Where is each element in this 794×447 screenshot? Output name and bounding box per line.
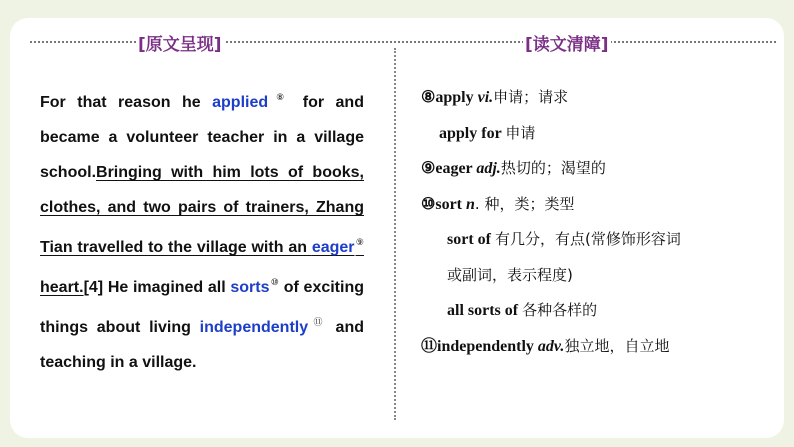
content-card bbox=[10, 18, 784, 438]
note-marker: ⑧ bbox=[269, 92, 292, 102]
note-marker: ⑨ bbox=[355, 237, 364, 247]
note-sort-of-continued: 或副词，表示程度) bbox=[447, 265, 573, 284]
note-sort: ⑩sort n. 种，类；类型 bbox=[421, 194, 575, 213]
note-marker: ⑩ bbox=[270, 277, 280, 287]
underlined-sentence bbox=[40, 164, 364, 296]
sentence-marker: [4] bbox=[83, 279, 104, 296]
passage-text: Bringing with him lots of books, clothes, and two pairs of trainers, Zhang Tian travelled to the village with an bbox=[40, 164, 364, 256]
passage-text: heart. bbox=[40, 279, 84, 296]
column-divider bbox=[394, 48, 396, 420]
passage-text: and teaching in a village. bbox=[40, 319, 365, 371]
keyword-independently: independently bbox=[199, 319, 309, 336]
passage-paragraph bbox=[40, 80, 364, 380]
keyword-eager: eager bbox=[311, 239, 355, 256]
note-marker: ⑪ bbox=[309, 317, 327, 327]
note-eager: ⑨eager adj.热切的；渴望的 bbox=[421, 159, 606, 177]
note-sort-of: sort of 有几分，有点(常修饰形容词 bbox=[447, 230, 681, 248]
passage-text: of exciting things about living bbox=[40, 279, 364, 336]
keyword-applied: applied bbox=[212, 94, 269, 111]
original-text-title: [原文呈现] bbox=[136, 30, 224, 55]
notes-title: [读文清障] bbox=[523, 30, 611, 55]
note-apply-for: apply for 申请 bbox=[439, 123, 536, 142]
passage-text: For that reason he bbox=[40, 94, 213, 111]
passage-text: for and became a volunteer teacher in a village school. bbox=[40, 94, 364, 181]
keyword-sorts: sorts bbox=[230, 279, 270, 296]
note-independently: ⑪independently adv.独立地，自立地 bbox=[421, 336, 670, 355]
note-apply: ⑧apply vi.申请；请求 bbox=[421, 88, 569, 106]
passage-text: He imagined all bbox=[103, 279, 231, 296]
vocabulary-notes bbox=[421, 80, 771, 364]
note-all-sorts-of: all sorts of 各种各样的 bbox=[447, 301, 598, 319]
